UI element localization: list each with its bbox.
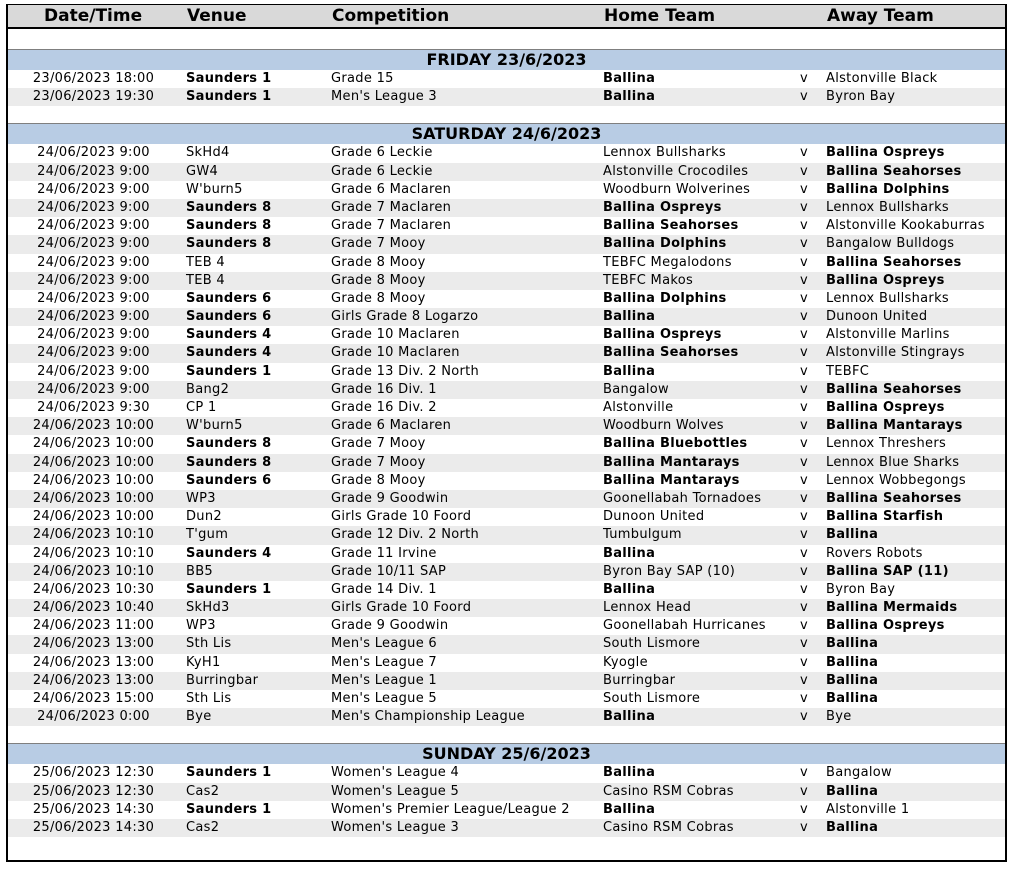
cell-versus: v	[800, 145, 808, 161]
cell-home-team: Ballina Mantarays	[603, 454, 740, 470]
cell-away-team: Alstonville 1	[826, 801, 910, 817]
cell-date-time: 25/06/2023 12:30	[32, 765, 155, 781]
cell-away-team: Bye	[826, 709, 852, 725]
cell-venue: Saunders 1	[186, 765, 272, 781]
cell-versus: v	[800, 236, 808, 252]
cell-versus: v	[800, 272, 808, 288]
cell-versus: v	[800, 765, 808, 781]
cell-versus: v	[800, 199, 808, 215]
cell-away-team: Ballina	[826, 654, 879, 670]
cell-versus: v	[800, 418, 808, 434]
cell-competition: Grade 12 Div. 2 North	[331, 527, 480, 543]
cell-date-time: 24/06/2023 9:30	[37, 400, 150, 415]
cell-away-team: Ballina	[826, 691, 879, 706]
cell-venue: SkHd4	[186, 145, 230, 161]
cell-venue: Saunders 4	[186, 545, 272, 561]
cell-versus: v	[800, 490, 808, 506]
cell-home-team: Ballina	[603, 801, 656, 817]
table-row	[8, 617, 1005, 635]
cell-competition: Men's League 6	[331, 636, 438, 652]
cell-venue: KyH1	[186, 654, 221, 670]
cell-venue: Sth Lis	[186, 636, 232, 652]
table-row	[8, 235, 1005, 253]
cell-away-team: Bangalow	[826, 765, 892, 781]
cell-away-team: Lennox Blue Sharks	[826, 454, 960, 470]
cell-venue: BB5	[186, 563, 214, 579]
cell-competition: Grade 6 Leckie	[331, 145, 433, 161]
section-spacer	[8, 726, 1005, 744]
cell-versus: v	[800, 618, 808, 634]
table-row	[8, 199, 1005, 217]
cell-competition: Grade 6 Leckie	[331, 163, 433, 179]
cell-away-team: Ballina Seahorses	[826, 254, 962, 270]
cell-home-team: Ballina	[603, 545, 656, 561]
cell-date-time: 24/06/2023 9:00	[37, 199, 150, 215]
cell-date-time: 24/06/2023 0:00	[37, 709, 150, 725]
header-home-team: Home Team	[604, 6, 716, 26]
cell-away-team: Ballina	[826, 819, 879, 835]
cell-versus: v	[800, 691, 808, 706]
cell-competition: Grade 16 Div. 2	[331, 400, 437, 415]
cell-home-team: Lennox Head	[603, 600, 692, 616]
table-row	[8, 508, 1005, 526]
table-row	[8, 399, 1005, 417]
cell-competition: Grade 7 Mooy	[331, 236, 426, 252]
cell-date-time: 24/06/2023 10:40	[32, 600, 155, 616]
cell-date-time: 24/06/2023 10:00	[32, 490, 155, 506]
cell-venue: Burringbar	[186, 672, 259, 688]
cell-competition: Grade 14 Div. 1	[331, 581, 437, 597]
cell-away-team: Rovers Robots	[826, 545, 923, 561]
table-row	[8, 144, 1005, 162]
cell-venue: Saunders 6	[186, 472, 272, 488]
cell-date-time: 25/06/2023 14:30	[32, 819, 155, 835]
table-row	[8, 290, 1005, 308]
cell-competition: Women's League 5	[331, 783, 460, 799]
cell-competition: Grade 7 Mooy	[331, 454, 426, 470]
cell-competition: Grade 8 Mooy	[331, 472, 426, 488]
cell-away-team: Alstonville Stingrays	[826, 345, 965, 361]
cell-competition: Grade 8 Mooy	[331, 272, 426, 288]
cell-home-team: Byron Bay SAP (10)	[603, 563, 736, 579]
cell-venue: Saunders 1	[186, 581, 272, 597]
cell-date-time: 23/06/2023 19:30	[32, 89, 155, 105]
table-row	[8, 581, 1005, 599]
cell-venue: Saunders 8	[186, 199, 272, 215]
table-row	[8, 417, 1005, 435]
cell-home-team: Casino RSM Cobras	[603, 819, 734, 835]
header-away-team: Away Team	[827, 6, 934, 26]
cell-versus: v	[800, 345, 808, 361]
cell-competition: Women's Premier League/League 2	[331, 801, 570, 817]
cell-versus: v	[800, 600, 808, 616]
cell-competition: Grade 10 Maclaren	[331, 345, 460, 361]
cell-date-time: 24/06/2023 10:00	[32, 436, 155, 452]
cell-venue: Bye	[186, 709, 212, 725]
cell-competition: Girls Grade 8 Logarzo	[331, 309, 479, 325]
cell-date-time: 24/06/2023 9:00	[37, 181, 150, 197]
cell-competition: Grade 8 Mooy	[331, 290, 426, 306]
header-date-time: Date/Time	[44, 6, 143, 26]
cell-venue: Dun2	[186, 509, 222, 525]
cell-home-team: Ballina	[603, 363, 656, 379]
table-row	[8, 454, 1005, 472]
cell-away-team: Alstonville Black	[826, 71, 938, 86]
cell-home-team: Ballina Dolphins	[603, 236, 727, 252]
table-row	[8, 435, 1005, 453]
cell-venue: Saunders 8	[186, 236, 272, 252]
cell-versus: v	[800, 381, 808, 397]
cell-competition: Grade 8 Mooy	[331, 254, 426, 270]
cell-competition: Girls Grade 10 Foord	[331, 600, 472, 616]
cell-versus: v	[800, 254, 808, 270]
cell-date-time: 24/06/2023 9:00	[37, 290, 150, 306]
cell-competition: Girls Grade 10 Foord	[331, 509, 472, 525]
cell-competition: Grade 10/11 SAP	[331, 563, 447, 579]
table-row	[8, 181, 1005, 199]
cell-away-team: Ballina SAP (11)	[826, 563, 949, 579]
table-row	[8, 690, 1005, 708]
cell-date-time: 24/06/2023 9:00	[37, 272, 150, 288]
table-row	[8, 764, 1005, 782]
cell-away-team: Lennox Bullsharks	[826, 199, 949, 215]
cell-competition: Women's League 4	[331, 765, 460, 781]
cell-away-team: Lennox Wobbegongs	[826, 472, 966, 488]
cell-competition: Grade 13 Div. 2 North	[331, 363, 480, 379]
cell-date-time: 25/06/2023 12:30	[32, 783, 155, 799]
cell-competition: Grade 7 Maclaren	[331, 218, 452, 234]
cell-venue: Saunders 8	[186, 218, 272, 234]
cell-date-time: 24/06/2023 10:00	[32, 454, 155, 470]
cell-date-time: 23/06/2023 18:00	[32, 71, 155, 86]
cell-home-team: Tumbulgum	[603, 527, 682, 543]
header-competition: Competition	[332, 6, 450, 26]
cell-away-team: Ballina	[826, 527, 879, 543]
cell-away-team: Byron Bay	[826, 581, 896, 597]
cell-away-team: Ballina Seahorses	[826, 490, 962, 506]
cell-venue: Cas2	[186, 783, 220, 799]
cell-venue: Saunders 6	[186, 309, 272, 325]
cell-away-team: Ballina Mantarays	[826, 418, 963, 434]
cell-venue: W'burn5	[186, 181, 243, 197]
cell-date-time: 24/06/2023 9:00	[37, 218, 150, 234]
table-row	[8, 819, 1005, 837]
cell-away-team: Dunoon United	[826, 309, 928, 325]
table-row	[8, 672, 1005, 690]
cell-competition: Grade 6 Maclaren	[331, 181, 452, 197]
cell-venue: SkHd3	[186, 600, 230, 616]
cell-date-time: 24/06/2023 15:00	[32, 691, 155, 706]
cell-venue: Saunders 1	[186, 363, 272, 379]
table-row	[8, 526, 1005, 544]
table-row	[8, 801, 1005, 819]
cell-venue: Saunders 6	[186, 290, 272, 306]
cell-home-team: South Lismore	[603, 636, 701, 652]
cell-versus: v	[800, 309, 808, 325]
cell-away-team: Ballina	[826, 672, 879, 688]
table-row	[8, 490, 1005, 508]
cell-date-time: 24/06/2023 10:30	[32, 581, 155, 597]
table-header	[8, 5, 1005, 29]
cell-away-team: Ballina Ospreys	[826, 400, 945, 415]
cell-away-team: Ballina Starfish	[826, 509, 944, 525]
table-row	[8, 326, 1005, 344]
cell-versus: v	[800, 509, 808, 525]
table-row	[8, 308, 1005, 326]
cell-versus: v	[800, 654, 808, 670]
day-heading: SATURDAY 24/6/2023	[8, 124, 1005, 144]
cell-home-team: Ballina Dolphins	[603, 290, 727, 306]
cell-versus: v	[800, 672, 808, 688]
cell-versus: v	[800, 363, 808, 379]
cell-home-team: Burringbar	[603, 672, 676, 688]
cell-competition: Men's League 7	[331, 654, 438, 670]
day-rows	[8, 144, 1005, 726]
cell-date-time: 24/06/2023 9:00	[37, 145, 150, 161]
cell-venue: Saunders 1	[186, 71, 272, 86]
cell-away-team: Ballina Dolphins	[826, 181, 950, 197]
cell-home-team: Ballina	[603, 89, 656, 105]
table-row	[8, 217, 1005, 235]
cell-versus: v	[800, 71, 808, 86]
table-row	[8, 635, 1005, 653]
cell-versus: v	[800, 436, 808, 452]
cell-date-time: 24/06/2023 9:00	[37, 345, 150, 361]
cell-home-team: Ballina	[603, 309, 656, 325]
cell-home-team: Ballina Ospreys	[603, 199, 722, 215]
cell-venue: WP3	[186, 618, 216, 634]
table-row	[8, 563, 1005, 581]
table-row	[8, 163, 1005, 181]
cell-competition: Grade 7 Mooy	[331, 436, 426, 452]
table-row	[8, 783, 1005, 801]
cell-venue: T'gum	[186, 527, 229, 543]
cell-home-team: Ballina Seahorses	[603, 218, 739, 234]
cell-date-time: 24/06/2023 9:00	[37, 327, 150, 343]
day-rows	[8, 70, 1005, 106]
table-row	[8, 70, 1005, 88]
cell-home-team: Ballina	[603, 765, 656, 781]
cell-venue: CP 1	[186, 400, 217, 415]
cell-home-team: Dunoon United	[603, 509, 705, 525]
table-row	[8, 708, 1005, 726]
cell-away-team: TEBFC	[826, 363, 870, 379]
cell-competition: Grade 9 Goodwin	[331, 490, 449, 506]
cell-competition: Women's League 3	[331, 819, 460, 835]
cell-home-team: Bangalow	[603, 381, 669, 397]
cell-venue: Saunders 8	[186, 436, 272, 452]
cell-away-team: Ballina Mermaids	[826, 600, 958, 616]
cell-date-time: 24/06/2023 9:00	[37, 363, 150, 379]
cell-venue: WP3	[186, 490, 216, 506]
cell-versus: v	[800, 563, 808, 579]
cell-home-team: South Lismore	[603, 691, 701, 706]
cell-home-team: Ballina	[603, 71, 656, 86]
cell-date-time: 24/06/2023 13:00	[32, 636, 155, 652]
cell-away-team: Ballina	[826, 636, 879, 652]
cell-date-time: 24/06/2023 11:00	[32, 618, 155, 634]
cell-competition: Grade 7 Maclaren	[331, 199, 452, 215]
cell-home-team: TEBFC Megalodons	[603, 254, 732, 270]
cell-home-team: Ballina	[603, 581, 656, 597]
cell-away-team: Ballina	[826, 783, 879, 799]
cell-home-team: Ballina	[603, 709, 656, 725]
cell-home-team: Lennox Bullsharks	[603, 145, 726, 161]
cell-versus: v	[800, 400, 808, 415]
cell-versus: v	[800, 801, 808, 817]
table-row	[8, 545, 1005, 563]
cell-competition: Men's League 5	[331, 691, 438, 706]
cell-versus: v	[800, 636, 808, 652]
cell-date-time: 24/06/2023 13:00	[32, 654, 155, 670]
cell-home-team: Ballina Seahorses	[603, 345, 739, 361]
cell-venue: TEB 4	[186, 272, 225, 288]
cell-home-team: TEBFC Makos	[603, 272, 694, 288]
cell-competition: Men's League 3	[331, 89, 438, 105]
cell-away-team: Ballina Seahorses	[826, 163, 962, 179]
table-row	[8, 254, 1005, 272]
cell-versus: v	[800, 472, 808, 488]
cell-competition: Men's League 1	[331, 672, 438, 688]
cell-venue: W'burn5	[186, 418, 243, 434]
cell-venue: Saunders 1	[186, 89, 272, 105]
cell-home-team: Alstonville Crocodiles	[603, 163, 749, 179]
cell-versus: v	[800, 709, 808, 725]
table-body	[8, 29, 1005, 837]
cell-away-team: Lennox Threshers	[826, 436, 947, 452]
day-rows	[8, 764, 1005, 837]
cell-venue: Cas2	[186, 819, 220, 835]
cell-versus: v	[800, 819, 808, 835]
cell-home-team: Woodburn Wolves	[603, 418, 724, 434]
cell-versus: v	[800, 218, 808, 234]
section-spacer	[8, 106, 1005, 124]
cell-date-time: 24/06/2023 10:10	[32, 527, 155, 543]
cell-date-time: 24/06/2023 10:00	[32, 472, 155, 488]
cell-away-team: Ballina Seahorses	[826, 381, 962, 397]
table-row	[8, 654, 1005, 672]
cell-away-team: Alstonville Marlins	[826, 327, 950, 343]
cell-venue: TEB 4	[186, 254, 225, 270]
cell-competition: Grade 10 Maclaren	[331, 327, 460, 343]
cell-away-team: Ballina Ospreys	[826, 272, 945, 288]
cell-versus: v	[800, 290, 808, 306]
cell-home-team: Ballina Bluebottles	[603, 436, 748, 452]
cell-home-team: Kyogle	[603, 654, 648, 670]
cell-versus: v	[800, 327, 808, 343]
cell-venue: Saunders 4	[186, 345, 272, 361]
cell-date-time: 24/06/2023 10:00	[32, 418, 155, 434]
cell-date-time: 24/06/2023 9:00	[37, 163, 150, 179]
cell-competition: Grade 15	[331, 71, 394, 86]
section-spacer	[8, 29, 1005, 50]
cell-date-time: 25/06/2023 14:30	[32, 801, 155, 817]
day-heading: FRIDAY 23/6/2023	[8, 50, 1005, 70]
cell-venue: Bang2	[186, 381, 230, 397]
cell-date-time: 24/06/2023 10:00	[32, 509, 155, 525]
cell-versus: v	[800, 783, 808, 799]
table-row	[8, 472, 1005, 490]
cell-competition: Grade 11 Irvine	[331, 545, 437, 561]
cell-date-time: 24/06/2023 13:00	[32, 672, 155, 688]
cell-competition: Men's Championship League	[331, 709, 525, 725]
cell-home-team: Alstonville	[603, 400, 674, 415]
cell-venue: Saunders 8	[186, 454, 272, 470]
cell-home-team: Woodburn Wolverines	[603, 181, 751, 197]
table-row	[8, 272, 1005, 290]
cell-competition: Grade 16 Div. 1	[331, 381, 437, 397]
cell-versus: v	[800, 89, 808, 105]
cell-venue: Sth Lis	[186, 691, 232, 706]
cell-versus: v	[800, 454, 808, 470]
cell-competition: Grade 6 Maclaren	[331, 418, 452, 434]
cell-home-team: Goonellabah Hurricanes	[603, 618, 766, 634]
cell-date-time: 24/06/2023 9:00	[37, 254, 150, 270]
day-heading: SUNDAY 25/6/2023	[8, 744, 1005, 764]
cell-versus: v	[800, 581, 808, 597]
table-row	[8, 381, 1005, 399]
cell-venue: Saunders 4	[186, 327, 272, 343]
cell-date-time: 24/06/2023 9:00	[37, 236, 150, 252]
header-venue: Venue	[187, 6, 247, 26]
cell-away-team: Ballina Ospreys	[826, 618, 945, 634]
cell-versus: v	[800, 181, 808, 197]
cell-date-time: 24/06/2023 9:00	[37, 309, 150, 325]
cell-away-team: Lennox Bullsharks	[826, 290, 949, 306]
cell-away-team: Ballina Ospreys	[826, 145, 945, 161]
table-row	[8, 344, 1005, 362]
cell-venue: Saunders 1	[186, 801, 272, 817]
cell-away-team: Bangalow Bulldogs	[826, 236, 955, 252]
cell-home-team: Ballina Mantarays	[603, 472, 740, 488]
cell-away-team: Alstonville Kookaburras	[826, 218, 985, 234]
cell-home-team: Ballina Ospreys	[603, 327, 722, 343]
fixture-table	[6, 4, 1007, 862]
cell-competition: Grade 9 Goodwin	[331, 618, 449, 634]
cell-versus: v	[800, 163, 808, 179]
cell-away-team: Byron Bay	[826, 89, 896, 105]
cell-date-time: 24/06/2023 10:10	[32, 563, 155, 579]
cell-venue: GW4	[186, 163, 219, 179]
cell-versus: v	[800, 545, 808, 561]
table-row	[8, 599, 1005, 617]
cell-date-time: 24/06/2023 10:10	[32, 545, 155, 561]
cell-home-team: Goonellabah Tornadoes	[603, 490, 762, 506]
cell-home-team: Casino RSM Cobras	[603, 783, 734, 799]
table-row	[8, 88, 1005, 106]
cell-versus: v	[800, 527, 808, 543]
cell-date-time: 24/06/2023 9:00	[37, 381, 150, 397]
table-row	[8, 363, 1005, 381]
